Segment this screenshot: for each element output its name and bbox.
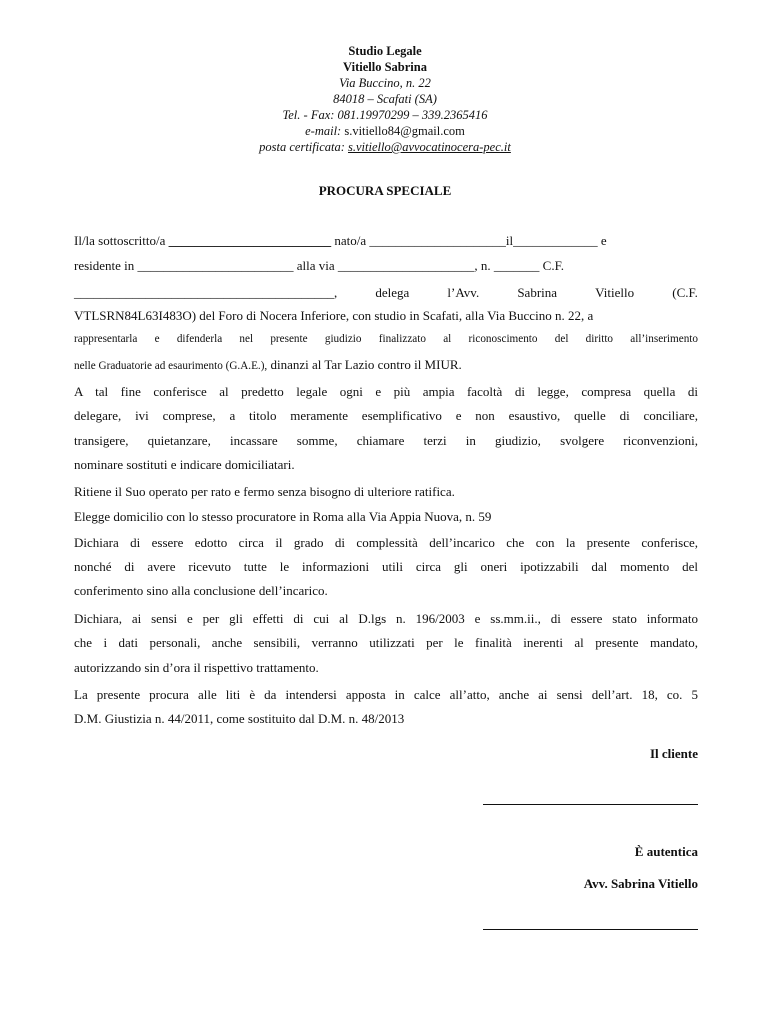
- address-city: 84018 – Scafati (SA): [333, 92, 437, 106]
- paragraph-6-line-2: D.M. Giustizia n. 44/2011, come sostituito dal D.M. n. 48/2013: [74, 711, 405, 726]
- birth-fields: nato/a _____________________il_____________ e: [331, 233, 607, 248]
- email-address: s.vitiello84@gmail.com: [341, 124, 465, 138]
- paragraph-5-line-2: che i dati personali, anche sensibili, verranno utilizzati per le finalità inerenti al presente mandato,: [74, 635, 698, 650]
- paragraph-3: Elegge domicilio con lo stesso procuratore in Roma alla Via Appia Nuova, n. 59: [74, 509, 492, 524]
- paragraph-4-line-2: nonché di avere ricevuto tutte le informazioni utili circa gli oneri ipotizzabili dal momento del: [74, 559, 698, 574]
- paragraph-5-line-3: autorizzando sin d’ora il rispettivo trattamento.: [74, 660, 319, 675]
- pec-link[interactable]: s.vitiello@avvocatinocera-pec.it: [348, 140, 511, 154]
- form-line-5: rappresentarla e difenderla nel presente giudizio finalizzato al riconoscimento del diritto all’inserimento: [74, 333, 698, 345]
- document-title: PROCURA SPECIALE: [318, 183, 452, 198]
- sottoscritto-label: Il/la sottoscritto/a: [74, 233, 169, 248]
- client-label: Il cliente: [649, 746, 698, 761]
- email-label: e-mail:: [305, 124, 342, 138]
- address-street: Via Buccino, n. 22: [339, 76, 431, 90]
- paragraph-2: Ritiene il Suo operato per rato e fermo senza bisogno di ulteriore ratifica.: [74, 484, 455, 499]
- paragraph-1-line-2: delegare, ivi comprese, a titolo meramente esemplificativo e non esaustivo, quelle di conciliare,: [74, 408, 698, 423]
- name-blank: _________________________: [168, 233, 332, 248]
- form-line-6: [74, 357, 698, 373]
- sabrina-word: Sabrina: [517, 285, 558, 300]
- form-line-1: [74, 233, 698, 249]
- vitiello-word: Vitiello: [595, 285, 635, 300]
- pec-label: posta certificata:: [259, 140, 345, 154]
- authentic-label: È autentica: [634, 844, 698, 859]
- form-line-3: [74, 285, 698, 301]
- cf-label: (C.F.: [672, 285, 698, 300]
- delega-word: delega: [375, 285, 410, 300]
- client-signature-line[interactable]: [483, 804, 698, 805]
- paragraph-5-line-1: Dichiara, ai sensi e per gli effetti di cui al D.lgs n. 196/2003 e ss.mm.ii., di essere stato informato: [74, 611, 698, 626]
- avv-word: l’Avv.: [447, 285, 480, 300]
- pec-line: [0, 139, 770, 155]
- lawyer-signature-line[interactable]: [483, 929, 698, 930]
- form-line-2: residente in ________________________ alla via _____________________, n. _______ C.F.: [74, 258, 565, 273]
- tar-text: dinanzi al Tar Lazio contro il MIUR.: [267, 357, 462, 372]
- paragraph-4-line-1: Dichiara di essere edotto circa il grado di complessità dell’incarico che con la presente conferisce,: [74, 535, 698, 550]
- email-line: [0, 123, 770, 139]
- form-line-4: VTLSRN84L63I483O) del Foro di Nocera Inferiore, con studio in Scafati, alla Via Buccino n. 22, a: [74, 308, 594, 323]
- paragraph-6-line-1: La presente procura alle liti è da intendersi apposta in calce all’atto, anche ai sensi dell’art. 18, co. 5: [74, 687, 698, 702]
- paragraph-1-line-3: transigere, quietanzare, incassare somme, chiamare terzi in giudizio, svolgere riconvenzioni,: [74, 433, 698, 448]
- paragraph-1-line-1: A tal fine conferisce al predetto legale ogni e più ampia facoltà di legge, compresa quella di: [74, 384, 698, 399]
- lawyer-signature-label: Avv. Sabrina Vitiello: [583, 876, 698, 891]
- letterhead: [0, 43, 770, 155]
- lawyer-name: Vitiello Sabrina: [343, 60, 427, 74]
- paragraph-4-line-3: conferimento sino alla conclusione dell’incarico.: [74, 583, 328, 598]
- firm-name: Studio Legale: [348, 44, 422, 58]
- phone-fax: Tel. - Fax: 081.19970299 – 339.2365416: [282, 108, 488, 122]
- gae-text: nelle Graduatorie ad esaurimento (G.A.E.),: [74, 360, 268, 372]
- cf-blank: ________________________________________,: [74, 285, 338, 300]
- paragraph-1-line-4: nominare sostituti e indicare domiciliatari.: [74, 457, 295, 472]
